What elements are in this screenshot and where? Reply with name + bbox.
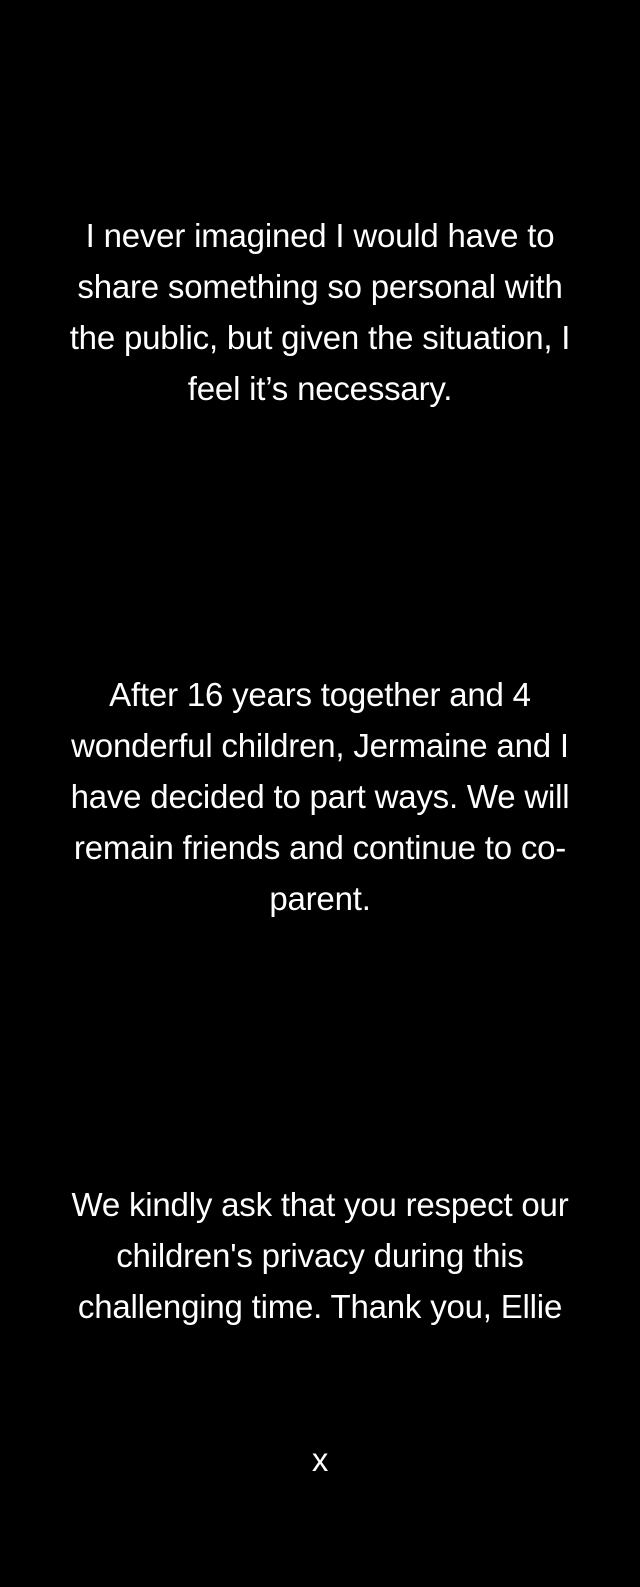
statement-text-block	[0, 108, 640, 1587]
paragraph-spacer	[52, 1026, 588, 1077]
signoff-kiss: x	[311, 1441, 329, 1478]
statement-paragraph-1: I never imagined I would have to share something so personal with the public, but given the situation, I feel it’s necessary.	[69, 217, 580, 407]
statement-paragraph-3: We kindly ask that you respect our children's privacy during this challenging time. Thank you, Ellie	[71, 1186, 578, 1325]
paragraph-spacer	[52, 516, 588, 567]
statement-paragraph-2: After 16 years together and 4 wonderful children, Jermaine and I have decided to part ways. We will remain friends and continue to co-parent.	[70, 676, 579, 917]
